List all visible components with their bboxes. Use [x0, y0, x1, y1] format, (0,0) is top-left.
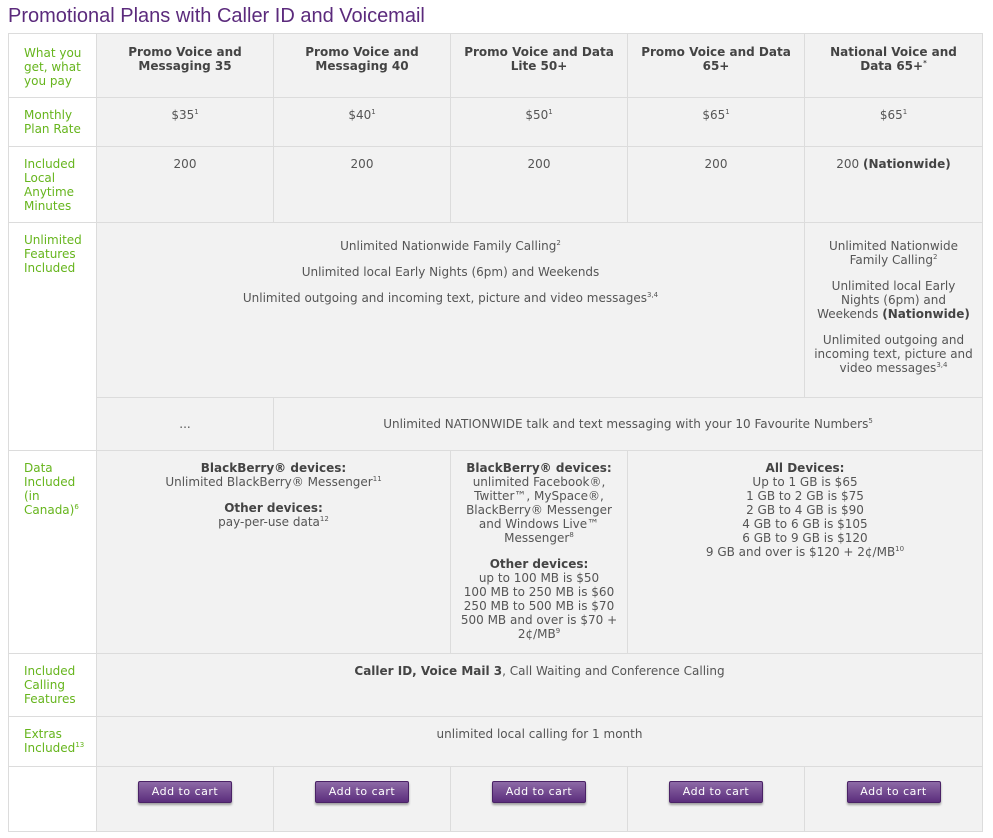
plan-header: Promo Voice and Messaging 40: [274, 34, 451, 98]
row-label-rate: Monthly Plan Rate: [9, 98, 97, 147]
data-all-devices: All Devices: Up to 1 GB is $65 1 GB to 2 GB is $75 2 GB to 4 GB is $90 4 GB to 6 GB is $105 6 GB to 9 GB is $120 9 GB and over is $120 + $2¢/MB^{10}$: [628, 451, 983, 654]
row-label-unlimited: Unlimited Features Included: [9, 223, 97, 451]
page-title: Promotional Plans with Caller ID and Voicemail: [8, 5, 425, 27]
unlimited-features-national: Unlimited Nationwide Family Calling$^2$ Unlimited local Early Nights (6pm) and Weekends (Nationwide) Unlimited outgoing and incoming text, picture and video messages$^{3,4}$: [805, 223, 983, 398]
favourite-numbers-feature: Unlimited NATIONWIDE talk and text messaging with your 10 Favourite Numbers$^5$: [274, 398, 983, 451]
plan-rate: $\$35^1$: [97, 98, 274, 147]
plan-rate: $\$50^1$: [451, 98, 628, 147]
add-to-cart-button[interactable]: Add to cart: [138, 781, 232, 803]
plans-comparison-table: [8, 33, 983, 832]
rate-row: [9, 98, 983, 147]
plan-minutes: 200 (Nationwide): [805, 147, 983, 223]
add-to-cart-button[interactable]: Add to cart: [847, 781, 941, 803]
plan-minutes: 200: [451, 147, 628, 223]
minutes-row: [9, 147, 983, 223]
row-label-empty: [9, 767, 97, 832]
calling-features: Caller ID, Voice Mail 3, Call Waiting and Conference Calling: [97, 654, 983, 717]
plan-rate: $\$65^1$: [805, 98, 983, 147]
unlimited-row: [9, 223, 983, 398]
row-label-data: Data Included (in Canada)$^6$: [9, 451, 97, 654]
data-promo-data-lite: BlackBerry® devices: unlimited Facebook®, Twitter™, MySpace®, BlackBerry® Messenger and Windows Live™ Messenger$^8$ Other devices: up to 100 MB is $50 100 MB to 250 MB is $60 250 MB to 500 MB is $70 500 MB and over is $70 + $2¢/MB^9$: [451, 451, 628, 654]
plan-minutes: 200: [628, 147, 805, 223]
unlimited-features-promo: Unlimited Nationwide Family Calling$^2$ Unlimited local Early Nights (6pm) and Weekends Unlimited outgoing and incoming text, picture and video messages$^{3,4}$: [97, 223, 805, 398]
calling-features-row: [9, 654, 983, 717]
data-promo-messaging: BlackBerry® devices: Unlimited BlackBerry® Messenger$^{11}$ Other devices: pay-per-use data$^{12}$: [97, 451, 451, 654]
plan-header: Promo Voice and Messaging 35: [97, 34, 274, 98]
plan-header: Promo Voice and Data Lite 50+: [451, 34, 628, 98]
row-label-calling: Included Calling Features: [9, 654, 97, 717]
plan-minutes: 200: [97, 147, 274, 223]
plan-rate: $\$40^1$: [274, 98, 451, 147]
favourites-empty-cell: ...: [97, 398, 274, 451]
extras-row: [9, 717, 983, 767]
favourites-row: [9, 398, 983, 451]
data-row: [9, 451, 983, 654]
plan-rate: $\$65^1$: [628, 98, 805, 147]
add-to-cart-button[interactable]: Add to cart: [315, 781, 409, 803]
header-row: [9, 34, 983, 98]
add-to-cart-row: [9, 767, 983, 832]
row-label-header: What you get, what you pay: [9, 34, 97, 98]
extras-included: unlimited local calling for 1 month: [97, 717, 983, 767]
plan-minutes: 200: [274, 147, 451, 223]
add-to-cart-button[interactable]: Add to cart: [669, 781, 763, 803]
add-to-cart-button[interactable]: Add to cart: [492, 781, 586, 803]
row-label-extras: Extras Included$^{13}$: [9, 717, 97, 767]
row-label-minutes: Included Local Anytime Minutes: [9, 147, 97, 223]
plan-header: National Voice and Data 65+*: [805, 34, 983, 98]
plan-header: Promo Voice and Data 65+: [628, 34, 805, 98]
